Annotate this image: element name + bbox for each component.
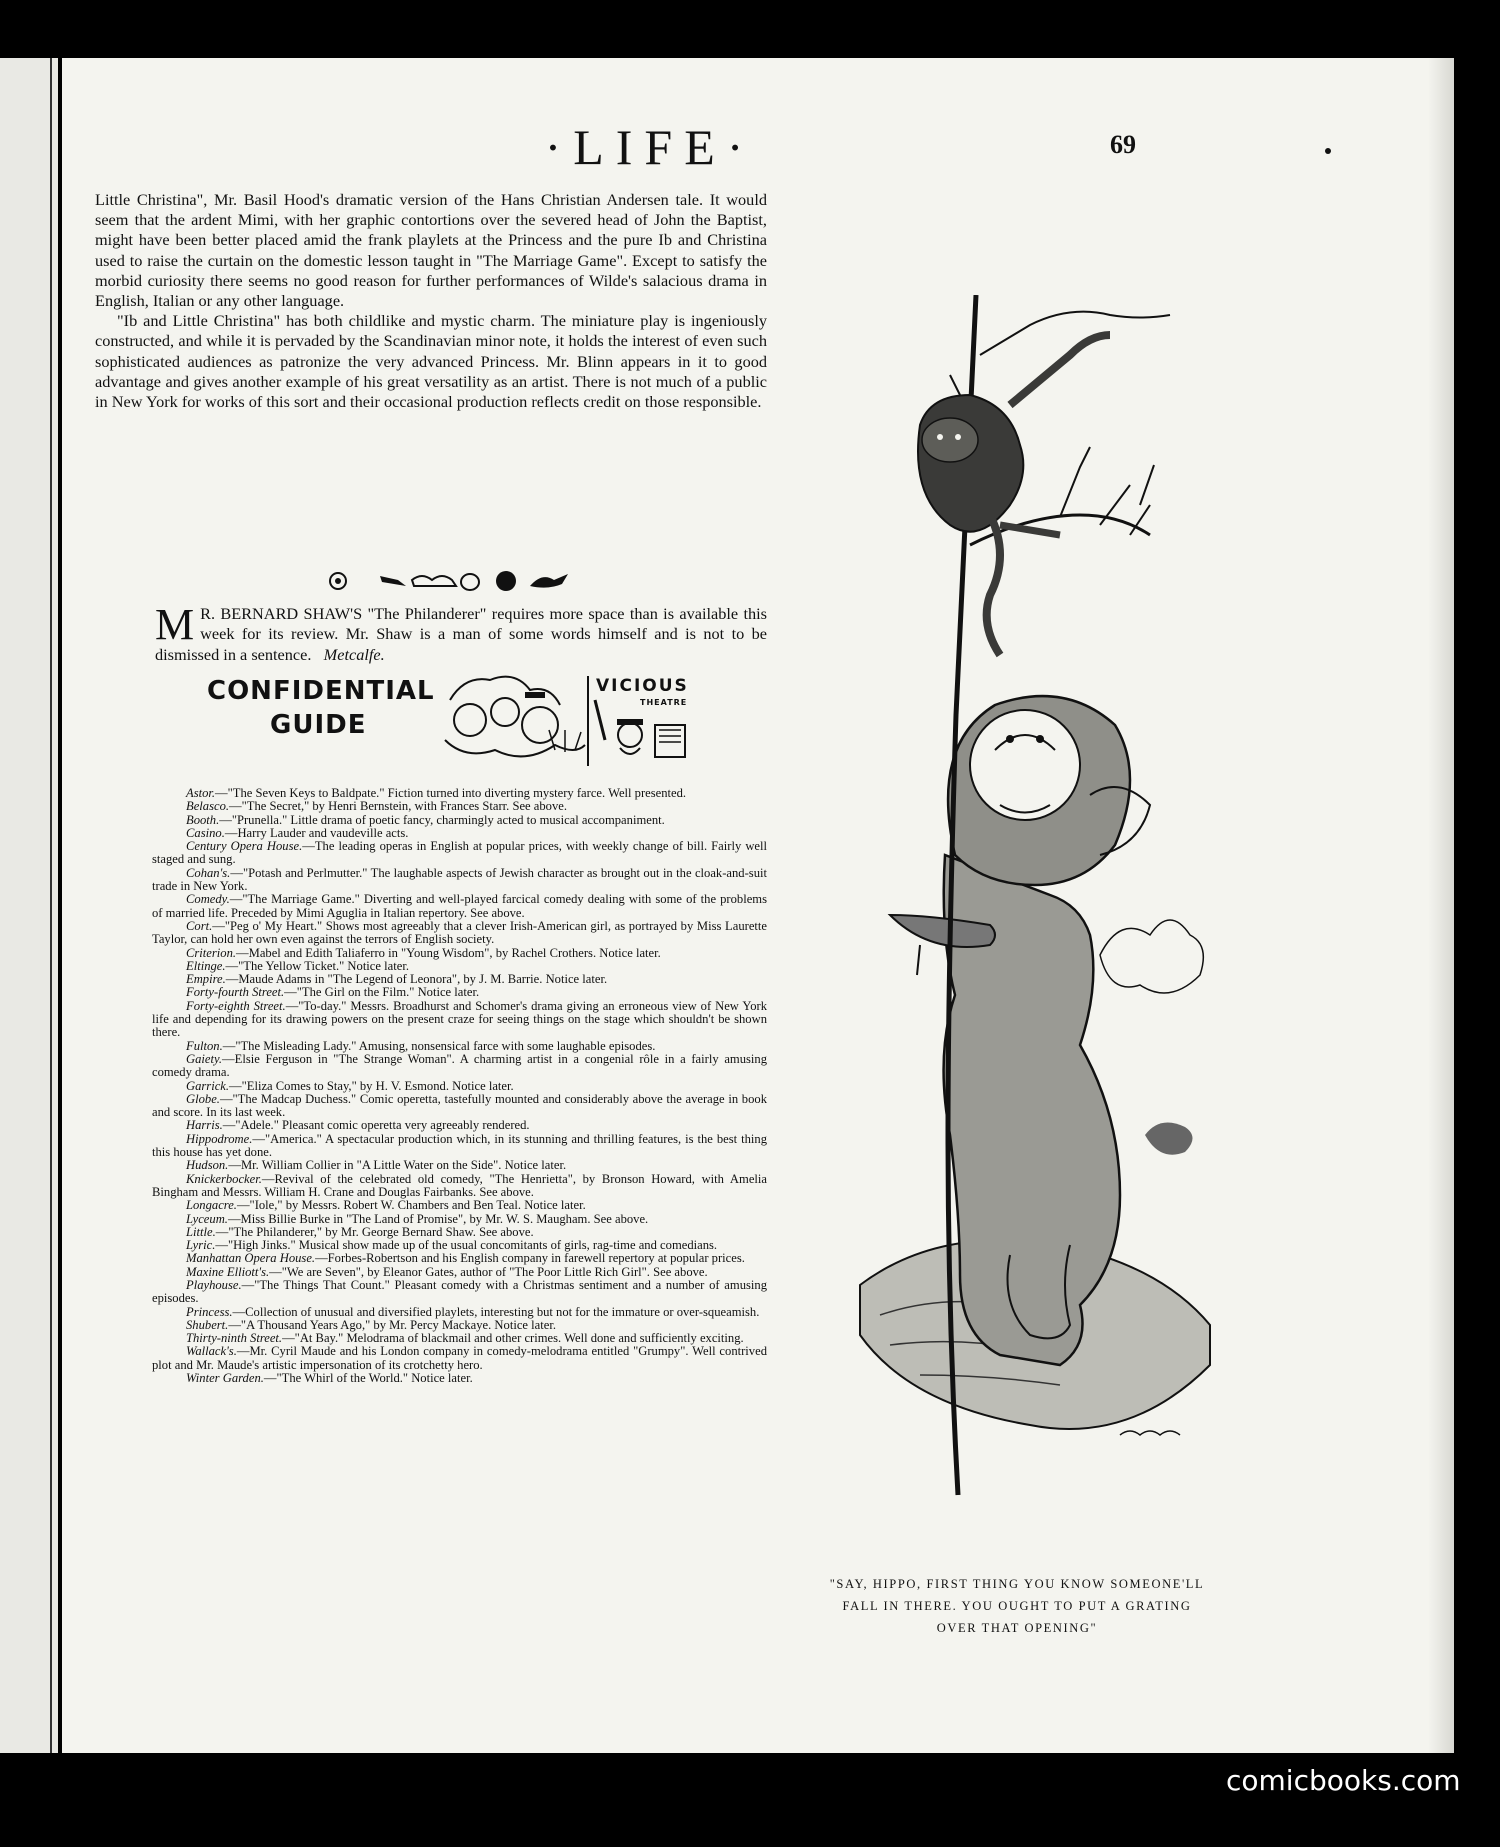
listing-venue: Lyric. [186,1238,216,1253]
listing-entry [152,1279,767,1306]
listing-text: —Revival of the celebrated old comedy, "The Henrietta", by Bronson Howard, with Amelia Bingham and Messrs. William H. Crane and Douglas Fairbanks. See above. [152,1171,767,1199]
listing-venue: Century Opera House. [186,839,303,854]
listing-entry [152,1133,767,1160]
listing-entry [152,1080,767,1093]
listing-text: —Elsie Ferguson in "The Strange Woman". A charming artist in a congenial rôle in a fairly amusing comedy drama. [152,1051,767,1080]
listing-venue: Cohan's. [186,865,231,880]
listing-venue: Gaiety. [186,1051,223,1066]
listing-entry [152,814,767,827]
guide-title-guide: GUIDE [270,710,367,740]
listing-venue: Comedy. [186,892,230,907]
listing-entry [152,867,767,894]
listing-text: —"The Seven Keys to Baldpate." Fiction turned into diverting mystery farce. Well presented. [215,786,687,800]
listing-entry [152,1252,767,1265]
listing-venue: Forty-fourth Street. [186,985,285,1000]
listing-entry [152,1332,767,1345]
listing-text: —"The Madcap Duchess." Comic operetta, tastefully mounted and considerably above the average in book and score. In its last week. [152,1091,767,1120]
listing-entry [152,827,767,840]
listing-text: —"The Yellow Ticket." Notice later. [225,958,409,973]
listing-entry [152,1093,767,1120]
page-number: 69 [1110,130,1136,159]
listing-text: —"The Misleading Lady." Amusing, nonsensical farce with some laughable episodes. [222,1038,656,1053]
listing-venue: Harris. [186,1118,223,1133]
listing-venue: Casino. [186,825,225,840]
listing-text: —Mr. Cyril Maude and his London company in comedy-melodrama entitled "Grumpy". Well contrived plot and Mr. Maude's artistic impersonation of its crotchetty hero. [152,1344,767,1372]
listing-entry [152,986,767,999]
listing-entry [152,787,767,800]
listing-venue: Winter Garden. [186,1371,264,1386]
listing-venue: Longacre. [186,1198,237,1213]
review-text [95,190,767,412]
listing-venue: Eltinge. [186,958,226,973]
listing-venue: Booth. [186,812,220,827]
guide-title-confidential: CONFIDENTIAL [207,676,435,706]
listing-text: —Harry Lauder and vaudeville acts. [224,825,409,840]
listing-text: —"The Whirl of the World." Notice later. [263,1371,473,1386]
theatre-name: VICIOUS [596,676,689,696]
listing-entry [152,960,767,973]
listing-venue: Hippodrome. [186,1131,253,1146]
listing-entry [152,1000,767,1040]
listing-text: —"A Thousand Years Ago," by Mr. Percy Mackaye. Notice later. [228,1317,556,1332]
listing-entry [152,1372,767,1385]
listing-entry [152,1266,767,1279]
listing-entry [152,947,767,960]
listing-entry [152,893,767,920]
listing-venue: Forty-eighth Street. [186,998,286,1013]
listing-entry [152,1213,767,1226]
listing-entry [152,973,767,986]
listing-text: —"The Marriage Game." Diverting and well-played farcical comedy dealing with some of the problems of married life. Preceded by Mimi Aguglia in Italian repertory. See above. [152,892,767,920]
listing-text: —"Peg o' My Heart." Shows most agreeably that a clever Irish-American girl, as portrayed by Miss Laurette Taylor, can hold her own even against the terrors of English society. [152,918,767,947]
listing-venue: Playhouse. [186,1277,242,1292]
listing-venue: Astor. [186,786,216,800]
cartoon-caption: "SAY, HIPPO, FIRST THING YOU KNOW SOMEONE'LL FALL IN THERE. YOU OUGHT TO PUT A GRATING OVER THAT OPENING" [829,1577,1205,1635]
listing-venue: Wallack's. [186,1344,237,1359]
decorative-ornament-row [320,568,760,594]
listing-text: —"Iole," by Messrs. Robert W. Chambers and Ben Teal. Notice later. [236,1198,586,1213]
theatre-listings [152,787,767,1385]
listing-venue: Criterion. [186,945,237,960]
listing-entry [152,1173,767,1200]
listing-entry [152,1040,767,1053]
author-signature: Metcalfe. [323,644,385,664]
review-paragraph: "Ib and Little Christina" has both childlike and mystic charm. The miniature play is ingeniously constructed, and while it is pervaded by the Scandinavian minor note, it holds the interest of even such sophisticated audiences as patronize the very advanced Princess. Mr. Blinn appears in it to good advantage and gives another example of his great versatility as an artist. There is not much of a public in New York for works of this sort and their occasional production reflects credit on those responsible. [95,311,767,412]
listing-venue: Cort. [186,918,213,933]
listing-venue: Garrick. [186,1078,230,1093]
listing-text: —Mabel and Edith Taliaferro in "Young Wisdom", by Rachel Crothers. Notice later. [236,945,661,960]
listing-text: —Maude Adams in "The Legend of Leonora", by J. M. Barrie. Notice later. [225,972,608,987]
review-paragraph: Little Christina", Mr. Basil Hood's dramatic version of the Hans Christian Andersen tale. It would seem that the ardent Mimi, with her graphic contortions over the severed head of John the Baptist, might have been better placed amid the frank playlets at the Princess and the pure Ib and Christina used to raise the curtain on the domestic lesson taught in "The Marriage Game". Except to satisfy the morbid curiosity there seems no good reason for further performances of Wilde's salacious drama in English, Italian or any other language. [95,190,767,311]
listing-venue: Globe. [186,1091,220,1106]
page-gutter-shadow [1428,58,1454,1753]
listing-entry [152,920,767,947]
listing-text: —"To-day." Messrs. Broadhurst and Schomer's drama giving an erroneous view of New York life and depending for its drawing powers on the present craze for seeing things on the stage which shouldn't be shown there. [152,998,767,1040]
listing-entry [152,1306,767,1319]
listing-entry [152,1226,767,1239]
listing-entry [152,1239,767,1252]
listing-entry [152,1159,767,1172]
theatre-label: THEATRE [640,698,688,707]
listing-venue: Thirty-ninth Street. [186,1331,283,1346]
listing-venue: Maxine Elliott's. [186,1264,270,1279]
listing-text: —The leading operas in English at popular prices, with weekly change of bill. Fairly well staged and sung. [152,839,767,867]
listing-text: —"Potash and Perlmutter." The laughable aspects of Jewish character as brought out in the cloak-and-suit trade in New York. [152,865,767,894]
listing-text: —Mr. William Collier in "A Little Water on the Side". Notice later. [228,1158,567,1173]
listing-text: —"The Philanderer," by Mr. George Bernard Shaw. See above. [215,1224,534,1239]
listing-text: —Miss Billie Burke in "The Land of Promise", by Mr. W. S. Maugham. See above. [227,1211,649,1226]
listing-venue: Manhattan Opera House. [186,1251,316,1266]
listing-entry [152,1199,767,1212]
listing-venue: Fulton. [186,1038,223,1053]
site-watermark: comicbooks.com [1226,1764,1461,1797]
listing-text: —Collection of unusual and diversified playlets, interesting but not for the immature or over-squeamish. [232,1304,760,1319]
listing-text: —"The Things That Count." Pleasant comedy with a Christmas sentiment and a number of amusing episodes. [152,1277,767,1306]
listing-venue: Knickerbocker. [186,1171,262,1186]
listing-entry [152,1119,767,1132]
listing-text: —"Eliza Comes to Stay," by H. V. Esmond. Notice later. [229,1078,514,1093]
shaw-note-text: R. BERNARD SHAW'S "The Philanderer" requires more space than is available this week for its review. Mr. Shaw is a man of some words himself and is not to be dismissed in a sentence. [155,604,767,664]
listing-text: —"At Bay." Melodrama of blackmail and other crimes. Well done and sufficiently exciting. [282,1331,744,1346]
listing-text: —"The Girl on the Film." Notice later. [284,985,480,1000]
hippo-monkey-cartoon [800,295,1230,1565]
listing-text: —"Prunella." Little drama of poetic fancy, charmingly acted to musical accompaniment. [219,812,665,827]
listing-text: —"We are Seven", by Eleanor Gates, author of "The Poor Little Rich Girl". See above. [269,1264,708,1279]
page-mark [1325,148,1331,154]
listing-venue: Belasco. [186,799,230,814]
listing-entry [152,1053,767,1080]
listing-venue: Shubert. [186,1317,229,1332]
listing-venue: Empire. [186,972,226,987]
listing-text: —Forbes-Robertson and his English company in farewell repertory at popular prices. [315,1251,745,1266]
listing-venue: Little. [186,1224,216,1239]
listing-entry [152,800,767,813]
listing-text: —"High Jinks." Musical show made up of the usual concomitants of girls, rag-time and comedians. [215,1238,718,1253]
drop-cap: M [155,600,195,649]
listing-text: —"Adele." Pleasant comic operetta very agreeably rendered. [222,1118,530,1133]
shaw-note [155,600,767,665]
listing-entry [152,840,767,867]
listing-text: —"America." A spectacular production which, in its stunning and thrilling features, is the best thing this house has yet done. [152,1131,767,1160]
masthead: ·LIFE· [544,119,756,175]
listing-entry [152,1345,767,1372]
listing-venue: Princess. [186,1304,233,1319]
listing-entry [152,1319,767,1332]
listing-text: —"The Secret," by Henri Bernstein, with Frances Starr. See above. [229,799,567,814]
listing-venue: Hudson. [186,1158,229,1173]
listing-venue: Lyceum. [186,1211,228,1226]
previous-page-edge [0,58,58,1753]
